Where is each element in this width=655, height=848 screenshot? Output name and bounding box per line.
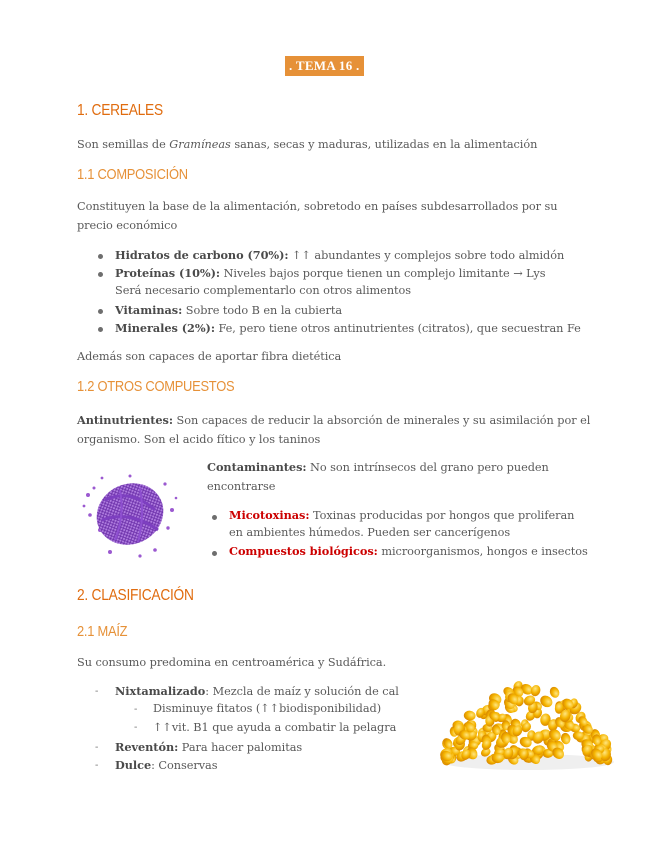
item-label: Hidratos de carbono (70%): — [115, 248, 289, 262]
contam-text: No son intrínsecos del grano pero pueden — [306, 461, 549, 474]
sub-list-item: Disminuye fitatos (↑↑biodisponibilidad) — [153, 702, 382, 715]
item-label: Compuestos biológicos: — [229, 544, 378, 558]
list-item — [229, 506, 574, 526]
item-label: Minerales (2%): — [115, 321, 215, 335]
item-text: ↑↑ abundantes y complejos sobre todo almidón — [288, 249, 565, 262]
antinut-label: Antinutrientes: — [77, 413, 173, 427]
virus-image — [80, 470, 180, 560]
item-text: Niveles bajos porque tienen un complejo limitante → Lys — [220, 267, 546, 280]
corn-kernel — [463, 710, 476, 721]
dash: - — [95, 686, 99, 697]
item-label: Dulce — [115, 758, 152, 772]
corn-kernel — [529, 684, 542, 698]
item-label: Proteínas (10%): — [115, 266, 221, 280]
item-text: Para hacer palomitas — [178, 741, 303, 754]
para-line: Constituyen la base de la alimentación, sobretodo en países subdesarrollados por su — [77, 200, 558, 213]
antinut-text: Son capaces de reducir la absorción de minerales y su asimilación por el — [172, 414, 591, 427]
contaminantes-para — [207, 458, 549, 496]
item-text: microorganismos, hongos e insectos — [377, 545, 588, 558]
contam-text: encontrarse — [207, 479, 276, 493]
bullet — [212, 515, 217, 520]
bullet — [98, 272, 103, 277]
section-heading-clasificacion: 2. CLASIFICACIÓN — [77, 587, 194, 604]
intro-text: Son semillas de — [77, 138, 170, 151]
bullet — [212, 551, 217, 556]
cereales-intro — [77, 136, 537, 155]
sub-list-item: ↑↑vit. B1 que ayuda a combatir la pelagra — [153, 721, 397, 734]
corn-kernels-image — [438, 672, 616, 772]
antinut-text: organismo. Son el acido fítico y los taninos — [77, 432, 321, 446]
section-heading-maiz: 2.1 MAÍZ — [77, 623, 128, 640]
section-heading-otros-compuestos: 1.2 OTROS COMPUESTOS — [77, 378, 235, 395]
list-item — [115, 264, 545, 284]
dash: - — [134, 704, 138, 715]
bullet — [98, 327, 103, 332]
item-label: Vitaminas: — [115, 303, 183, 317]
item-text: : Mezcla de maíz y solución de cal — [205, 685, 399, 698]
list-item — [115, 301, 342, 321]
intro-italic: Gramíneas — [169, 138, 231, 151]
item-label: Nixtamalizado — [115, 684, 206, 698]
contam-label: Contaminantes: — [207, 460, 307, 474]
list-item — [115, 682, 399, 702]
list-item-continued: Será necesario complementarlo con otros alimentos — [115, 284, 412, 297]
dash: - — [134, 722, 138, 733]
item-label: Reventón: — [115, 740, 179, 754]
list-item — [115, 756, 218, 776]
page-title: . TEMA 16 . — [285, 56, 364, 76]
antinutrientes-para — [77, 411, 590, 449]
corn-kernel — [548, 685, 561, 699]
bullet — [98, 254, 103, 259]
para-line: precio económico — [77, 218, 178, 232]
list-item-continued: en ambientes húmedos. Pueden ser cancerígenos — [229, 526, 511, 539]
dash: - — [95, 760, 99, 771]
item-text: Sobre todo B en la cubierta — [182, 304, 343, 317]
list-item — [115, 246, 564, 266]
item-text: Fe, pero tiene otros antinutrientes (citratos), que secuestran Fe — [214, 322, 581, 335]
fibra-para: Además son capaces de aportar fibra dietética — [77, 350, 342, 363]
intro-text-end: sanas, secas y maduras, utilizadas en la alimentación — [230, 138, 538, 151]
section-heading-composicion: 1.1 COMPOSICIÓN — [77, 166, 188, 183]
list-item — [115, 738, 302, 758]
item-label: Micotoxinas: — [229, 508, 310, 522]
maiz-para: Su consumo predomina en centroamérica y Sudáfrica. — [77, 656, 387, 669]
bullet — [98, 309, 103, 314]
item-text: Toxinas producidas por hongos que proliferan — [309, 509, 575, 522]
dash: - — [95, 742, 99, 753]
composicion-para — [77, 198, 558, 235]
list-item — [229, 542, 588, 562]
section-heading-cereales: 1. CEREALES — [77, 102, 163, 119]
list-item — [115, 319, 581, 339]
item-text: : Conservas — [151, 759, 218, 772]
